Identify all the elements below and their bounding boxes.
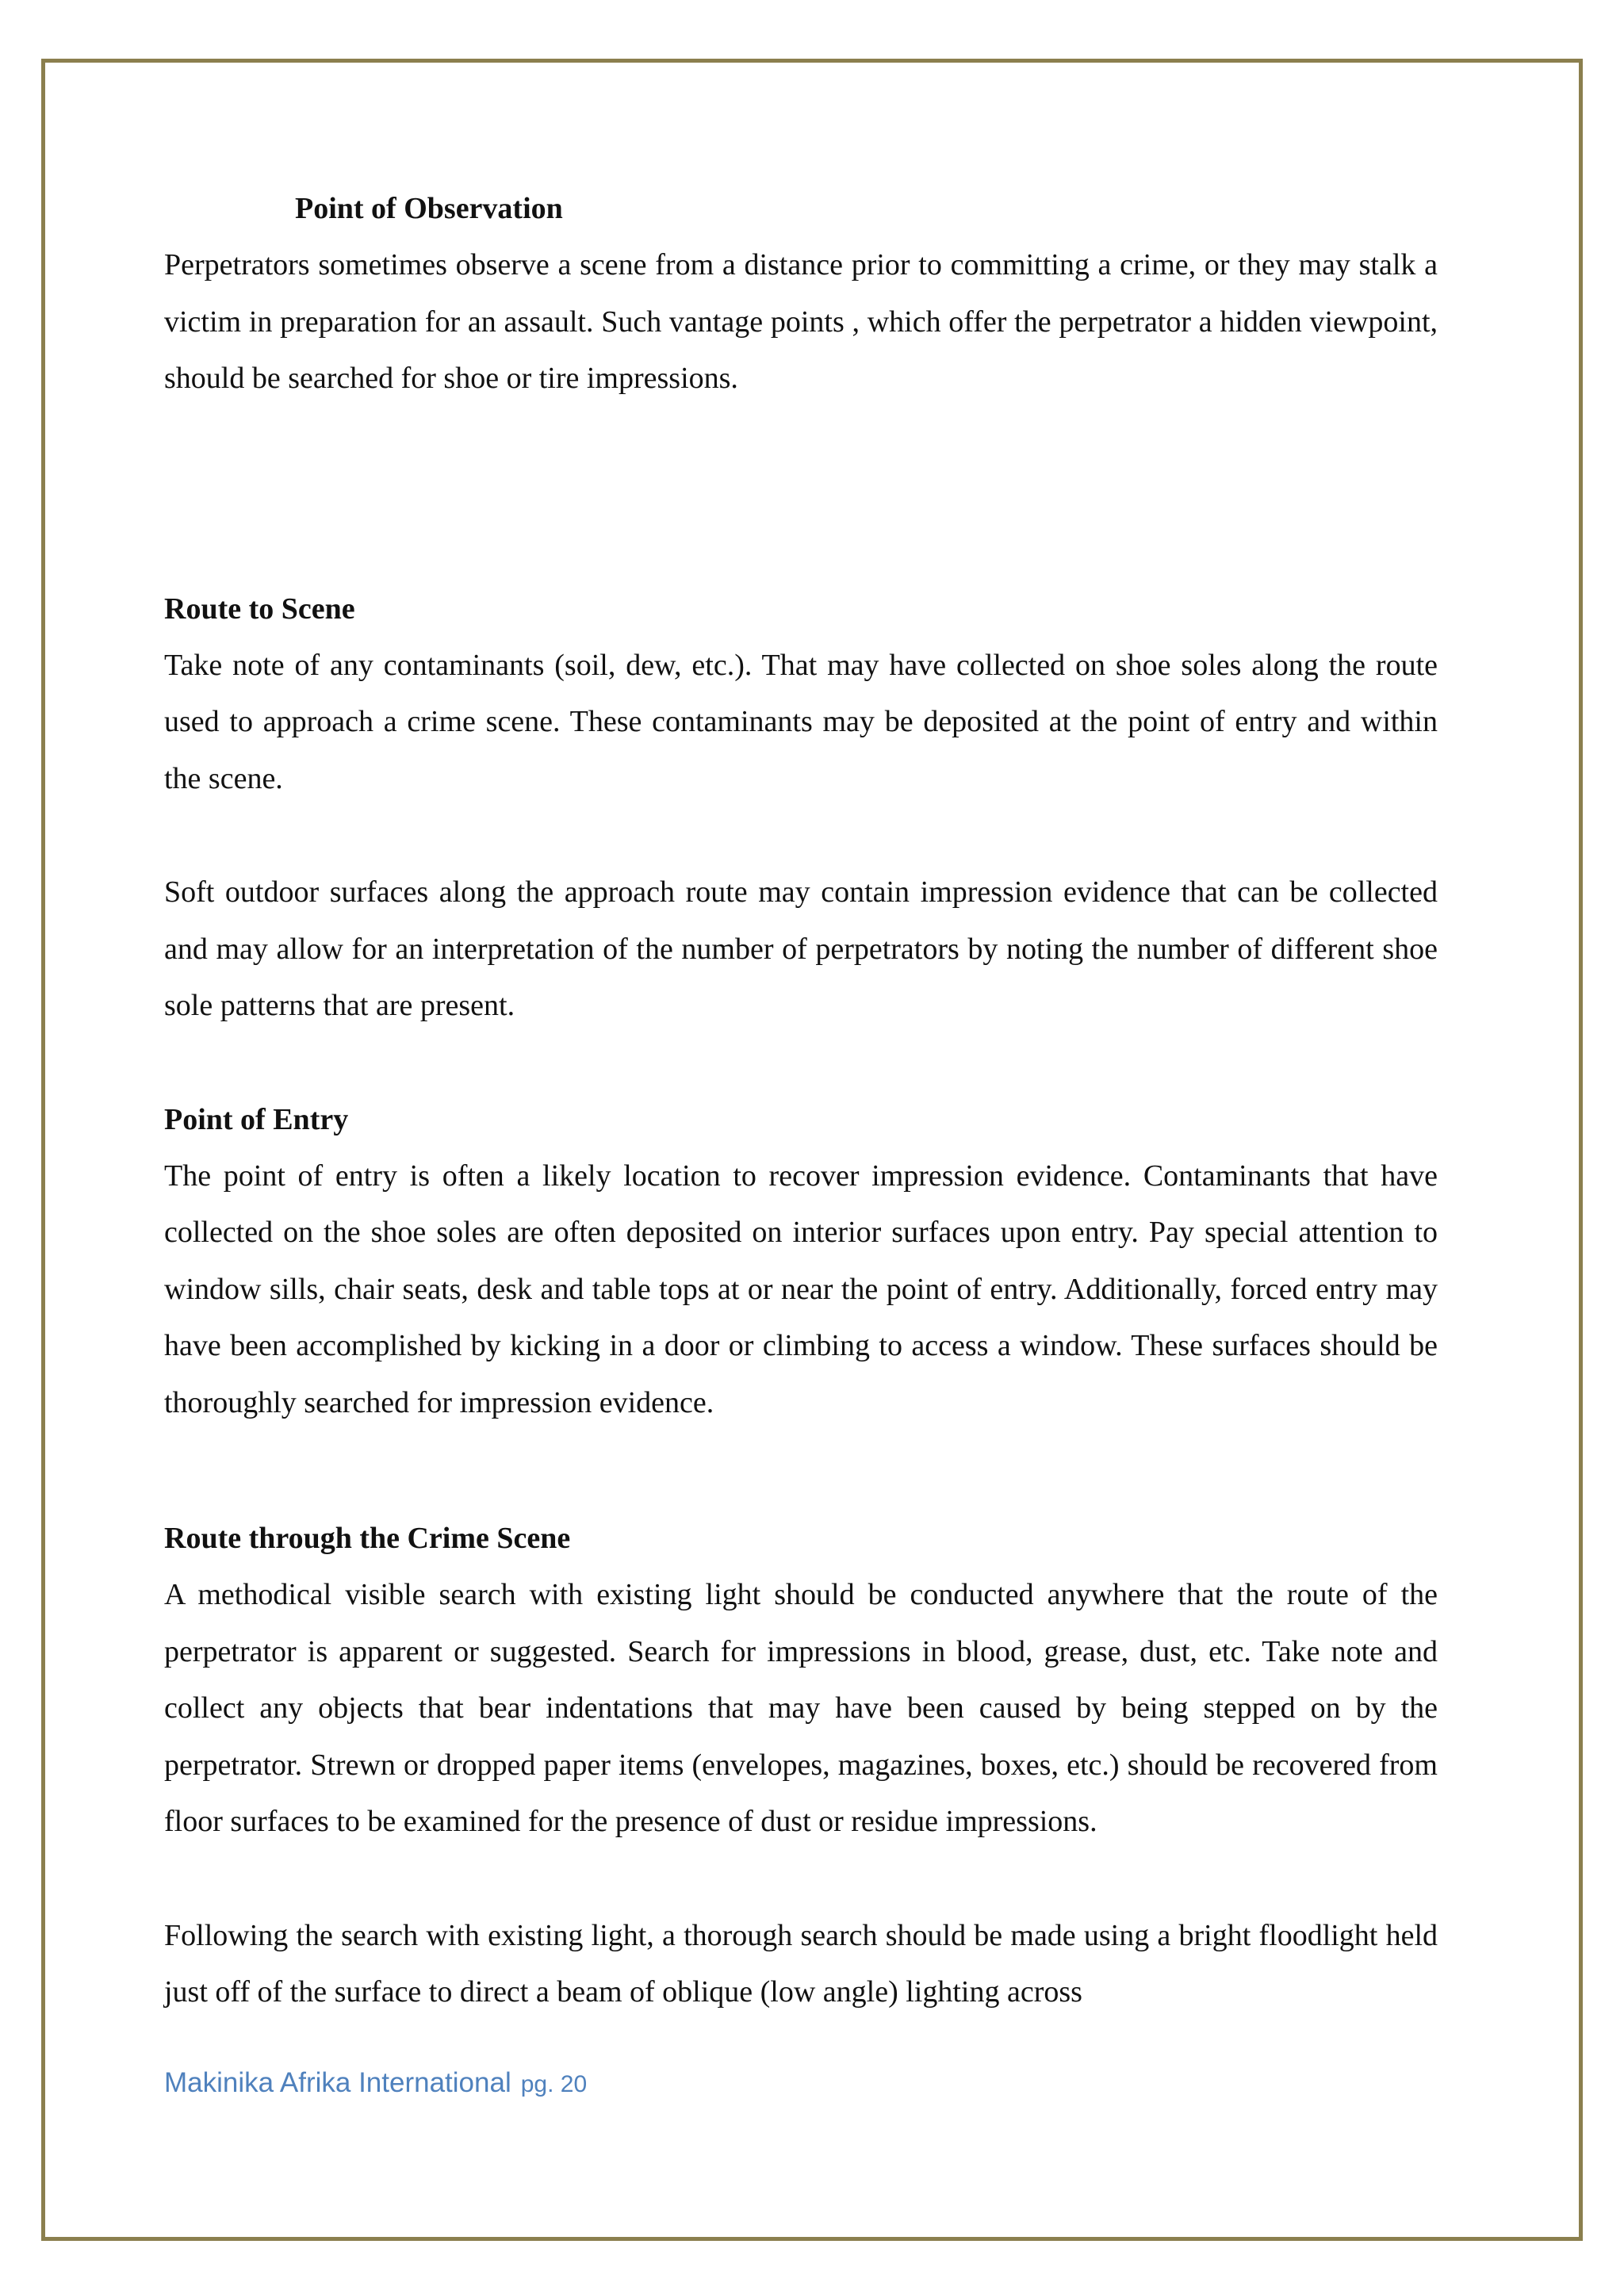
- paragraph-route-to-scene-1: Take note of any contaminants (soil, dew, etc.). That may have collected on shoe soles along the route used to approach a crime scene. These contaminants may be deposited at the point of entry and within the scene.: [164, 648, 1438, 795]
- paragraph-point-of-entry: The point of entry is often a likely location to recover impression evidence. Contaminants that have collected on the shoe soles are often deposited on interior surfaces upon entry. Pay special attention to window sills, chair seats, desk and table tops at or near the point of entry. Additionally, forced entry may have been accomplished by kicking in a door or climbing to access a window. These surfaces should be thoroughly searched for impression evidence.: [164, 1158, 1438, 1419]
- section-heading-point-of-observation: Point of Observation: [295, 192, 563, 225]
- paragraph-route-to-scene-2: Soft outdoor surfaces along the approach route may contain impression evidence that can be collected and may allow for an interpretation of the number of perpetrators by noting the number of different shoe sole patterns that are present.: [164, 875, 1438, 1022]
- spacer: [164, 807, 1438, 864]
- spacer: [164, 1035, 1438, 1092]
- section-heading-route-to-scene: Route to Scene: [164, 592, 355, 626]
- paragraph-route-through-crime-scene-1: A methodical visible search with existing light should be conducted anywhere that the route of the perpetrator is apparent or suggested. Search for impressions in blood, grease, dust, etc. Take note and collect any objects that bear indentations that may have been caused by being stepped on by the perpetrator. Strewn or dropped paper items (envelopes, magazines, boxes, etc.) should be recovered from floor surfaces to be examined for the presence of dust or residue impressions.: [164, 1578, 1438, 1838]
- paragraph-point-of-observation: Perpetrators sometimes observe a scene from a distance prior to committing a crime, or they may stalk a victim in preparation for an assault. Such vantage points , which offer the perpetrator a hidden viewpoint, should be searched for shoe or tire impressions.: [164, 248, 1438, 395]
- paragraph-route-through-crime-scene-2: Following the search with existing light, a thorough search should be made using a bright floodlight held just off of the surface to direct a beam of oblique (low angle) lighting across: [164, 1918, 1438, 2009]
- spacer: [164, 408, 1438, 581]
- footer-organization: Makinika Afrika International: [164, 2067, 511, 2098]
- section-heading-point-of-entry: Point of Entry: [164, 1102, 349, 1136]
- footer-page-number: pg. 20: [520, 2071, 588, 2097]
- spacer: [164, 1851, 1438, 1908]
- spacer: [164, 1431, 1438, 1511]
- document-body: [164, 181, 1438, 2021]
- section-heading-route-through-crime-scene: Route through the Crime Scene: [164, 1522, 571, 1555]
- page-footer: [164, 2067, 587, 2099]
